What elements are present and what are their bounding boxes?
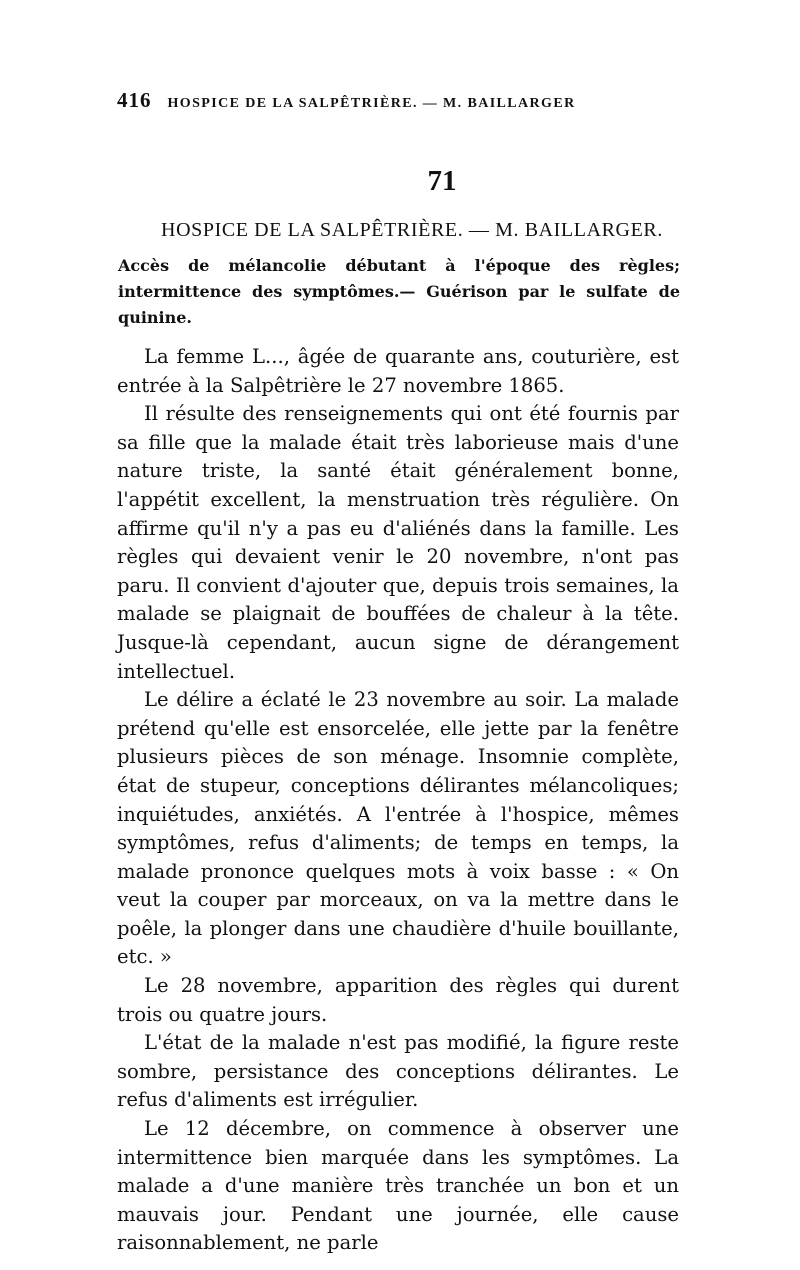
running-title: HOSPICE DE LA SALPÊTRIÈRE. — M. BAILLARGER [167,96,576,111]
book-page [117,88,680,1258]
page-number: 416 [117,88,152,112]
paragraph: Le délire a éclaté le 23 novembre au soir. La malade prétend qu'elle est ensorcelée, elle jette par la fenêtre plusieurs pièces de son ménage. Insomnie complète, état de stupeur, conceptions délirantes mélancoliques; inquiétudes, anxiétés. A l'entrée à l'hospice, mêmes symptômes, refus d'aliments; de temps en temps, la malade prononce quelques mots à voix basse : « On veut la couper par morceaux, on va la mettre dans le poêle, la plonger dans une chaudière d'huile bouillante, etc. » [117,688,679,969]
body-text [117,343,679,1258]
paragraph: L'état de la malade n'est pas modifié, la figure reste sombre, persistance des conceptions délirantes. Le refus d'aliments est irrégulier. [117,1031,679,1112]
paragraph: La femme L..., âgée de quarante ans, couturière, est entrée à la Salpêtrière le 27 novembre 1865. [117,345,679,397]
case-number: 71 [427,165,457,197]
case-title: HOSPICE DE LA SALPÊTRIÈRE. — M. BAILLARGER. [161,219,663,241]
paragraph: Le 12 décembre, on commence à observer une intermittence bien marquée dans les symptômes. La malade a d'une manière très tranchée un bon et un mauvais jour. Pendant une journée, elle cause raisonnablement, ne parle [117,1117,679,1255]
case-summary: Accès de mélancolie débutant à l'époque des règles; intermittence des symptômes.— Guérison par le sulfate de quinine. [118,256,680,327]
paragraph: Le 28 novembre, apparition des règles qui durent trois ou quatre jours. [117,974,679,1026]
paragraph: Il résulte des renseignements qui ont été fournis par sa fille que la malade était très laborieuse mais d'une nature triste, la santé était généralement bonne, l'appétit excellent, la menstruation très régulière. On affirme qu'il n'y a pas eu d'aliénés dans la famille. Les règles qui devaient venir le 20 novembre, n'ont pas paru. Il convient d'ajouter que, depuis trois semaines, la malade se plaignait de bouffées de chaleur à la tête. Jusque-là cependant, aucun signe de dérangement intellectuel. [117,402,679,683]
running-head [117,88,677,113]
